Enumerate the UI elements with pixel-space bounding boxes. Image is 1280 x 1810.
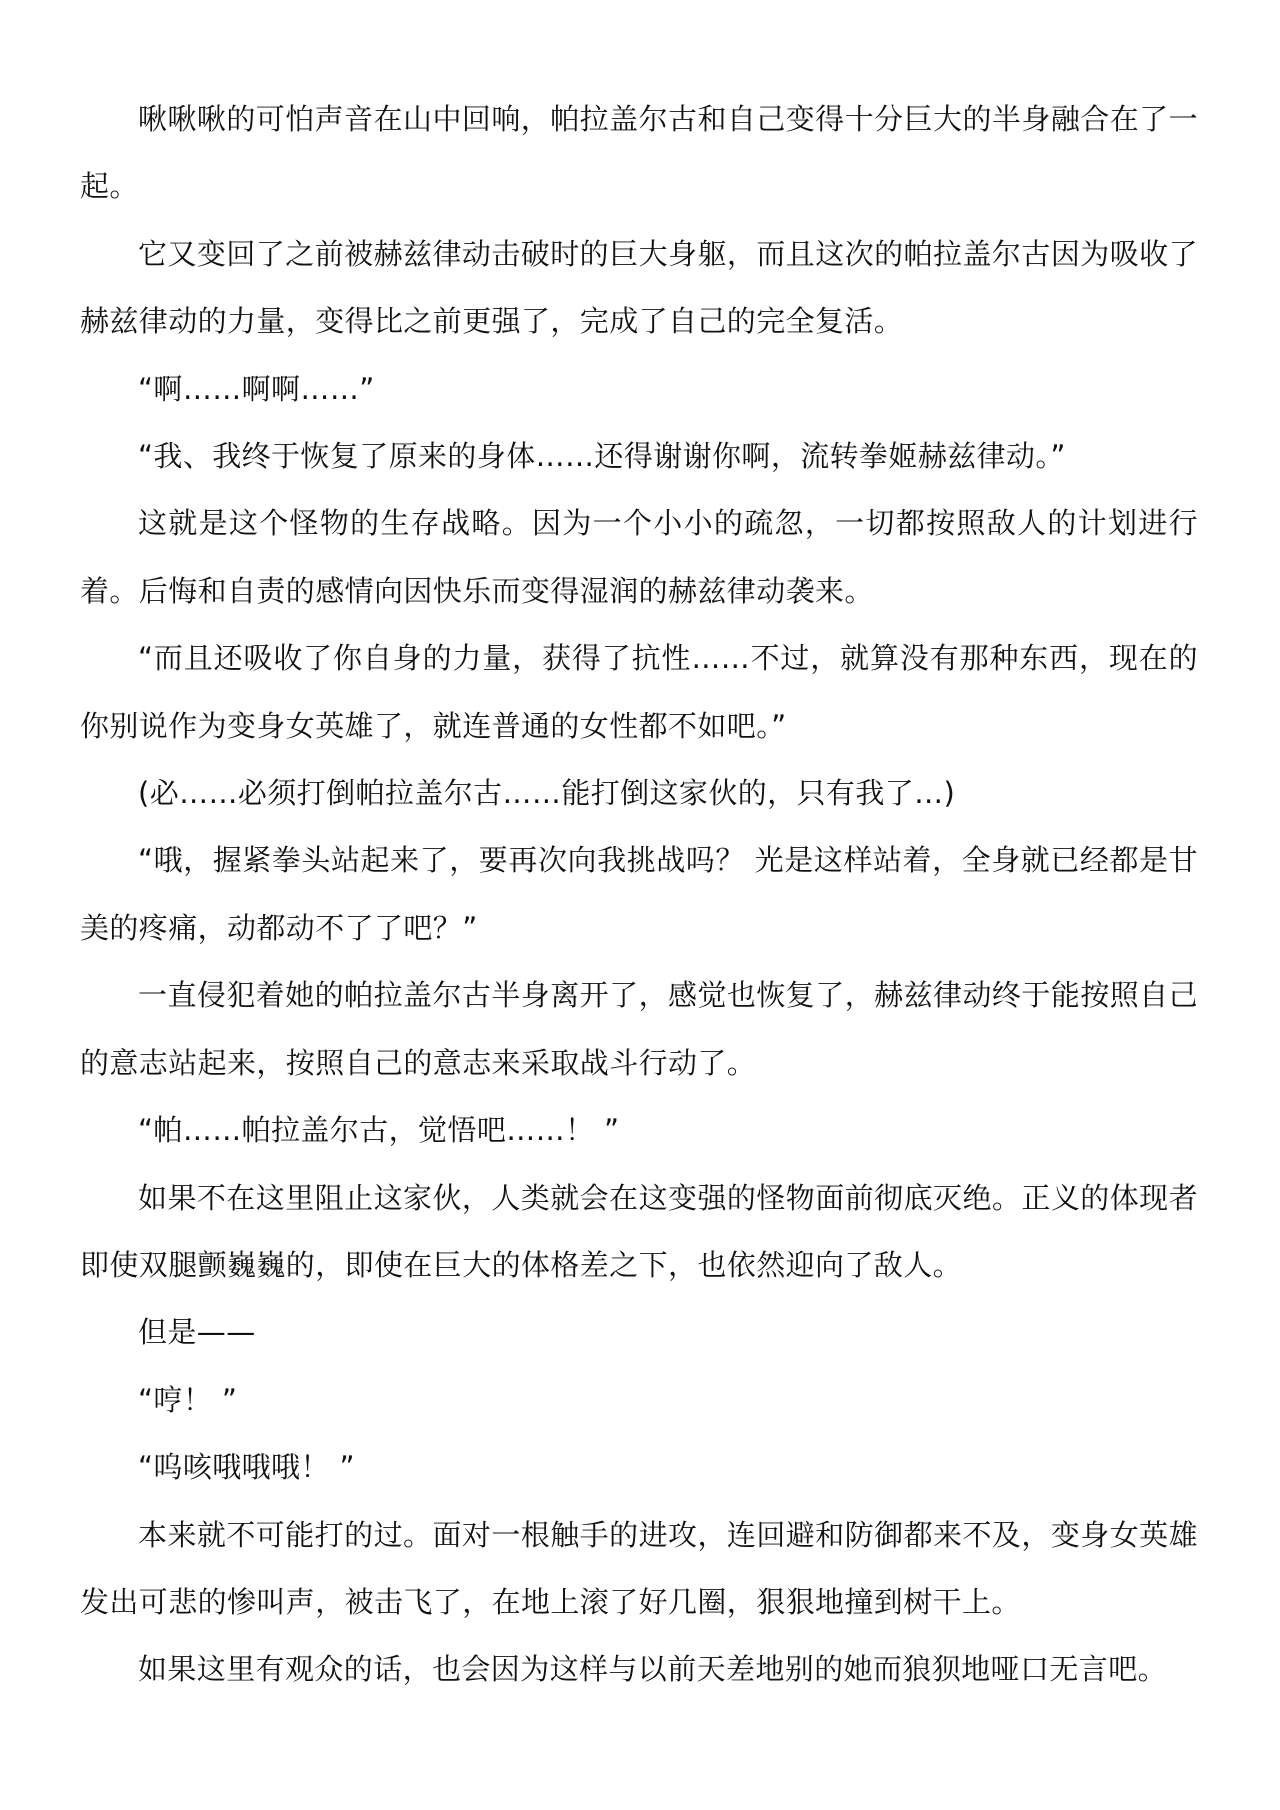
paragraph-16: 如果这里有观众的话，也会因为这样与以前天差地别的她而狼狈地哑口无言吧。 (138, 1652, 1168, 1687)
paragraph-5: 这就是这个怪物的生存战略。因为一个小小的疏忽，一切都按照敌人的计划进行着。后悔和自责的感情向因快乐而变得湿润的赫兹律动袭来。 (80, 506, 1198, 608)
paragraph-3: “啊……啊啊……” (138, 371, 375, 406)
paragraph-13: “哼！ ” (138, 1382, 238, 1417)
paragraph-10: “帕……帕拉盖尔古，觉悟吧……！ ” (138, 1113, 620, 1148)
paragraph-7: (必……必须打倒帕拉盖尔古……能打倒这家伙的，只有我了…) (138, 776, 956, 811)
paragraph-8: “哦，握紧拳头站起来了，要再次向我挑战吗？ 光是这样站着，全身就已经都是甘美的疼痛，动都动不了了吧？” (80, 843, 1198, 945)
paragraph-11: 如果不在这里阻止这家伙，人类就会在这变强的怪物面前彻底灭绝。正义的体现者即使双腿颤巍巍的，即使在巨大的体格差之下，也依然迎向了敌人。 (80, 1180, 1198, 1282)
paragraph-12: 但是—— (138, 1315, 256, 1350)
paragraph-15: 本来就不可能打的过。面对一根触手的进攻，连回避和防御都来不及，变身女英雄发出可悲的惨叫声，被击飞了，在地上滚了好几圈，狠狠地撞到树干上。 (80, 1517, 1198, 1619)
paragraph-9: 一直侵犯着她的帕拉盖尔古半身离开了，感觉也恢复了，赫兹律动终于能按照自己的意志站起来，按照自己的意志来采取战斗行动了。 (80, 978, 1198, 1080)
paragraph-1: 啾啾啾的可怕声音在山中回响，帕拉盖尔古和自己变得十分巨大的半身融合在了一起。 (80, 102, 1198, 204)
paragraph-6: “而且还吸收了你自身的力量，获得了抗性……不过，就算没有那种东西，现在的你别说作为变身女英雄了，就连普通的女性都不如吧。” (80, 641, 1198, 743)
paragraph-14: “呜咳哦哦哦！ ” (138, 1450, 355, 1485)
paragraph-2: 它又变回了之前被赫兹律动击破时的巨大身躯，而且这次的帕拉盖尔古因为吸收了赫兹律动的力量，变得比之前更强了，完成了自己的完全复活。 (80, 236, 1198, 339)
paragraph-4: “我、我终于恢复了原来的身体……还得谢谢你啊，流转拳姬赫兹律动。” (138, 439, 1066, 474)
